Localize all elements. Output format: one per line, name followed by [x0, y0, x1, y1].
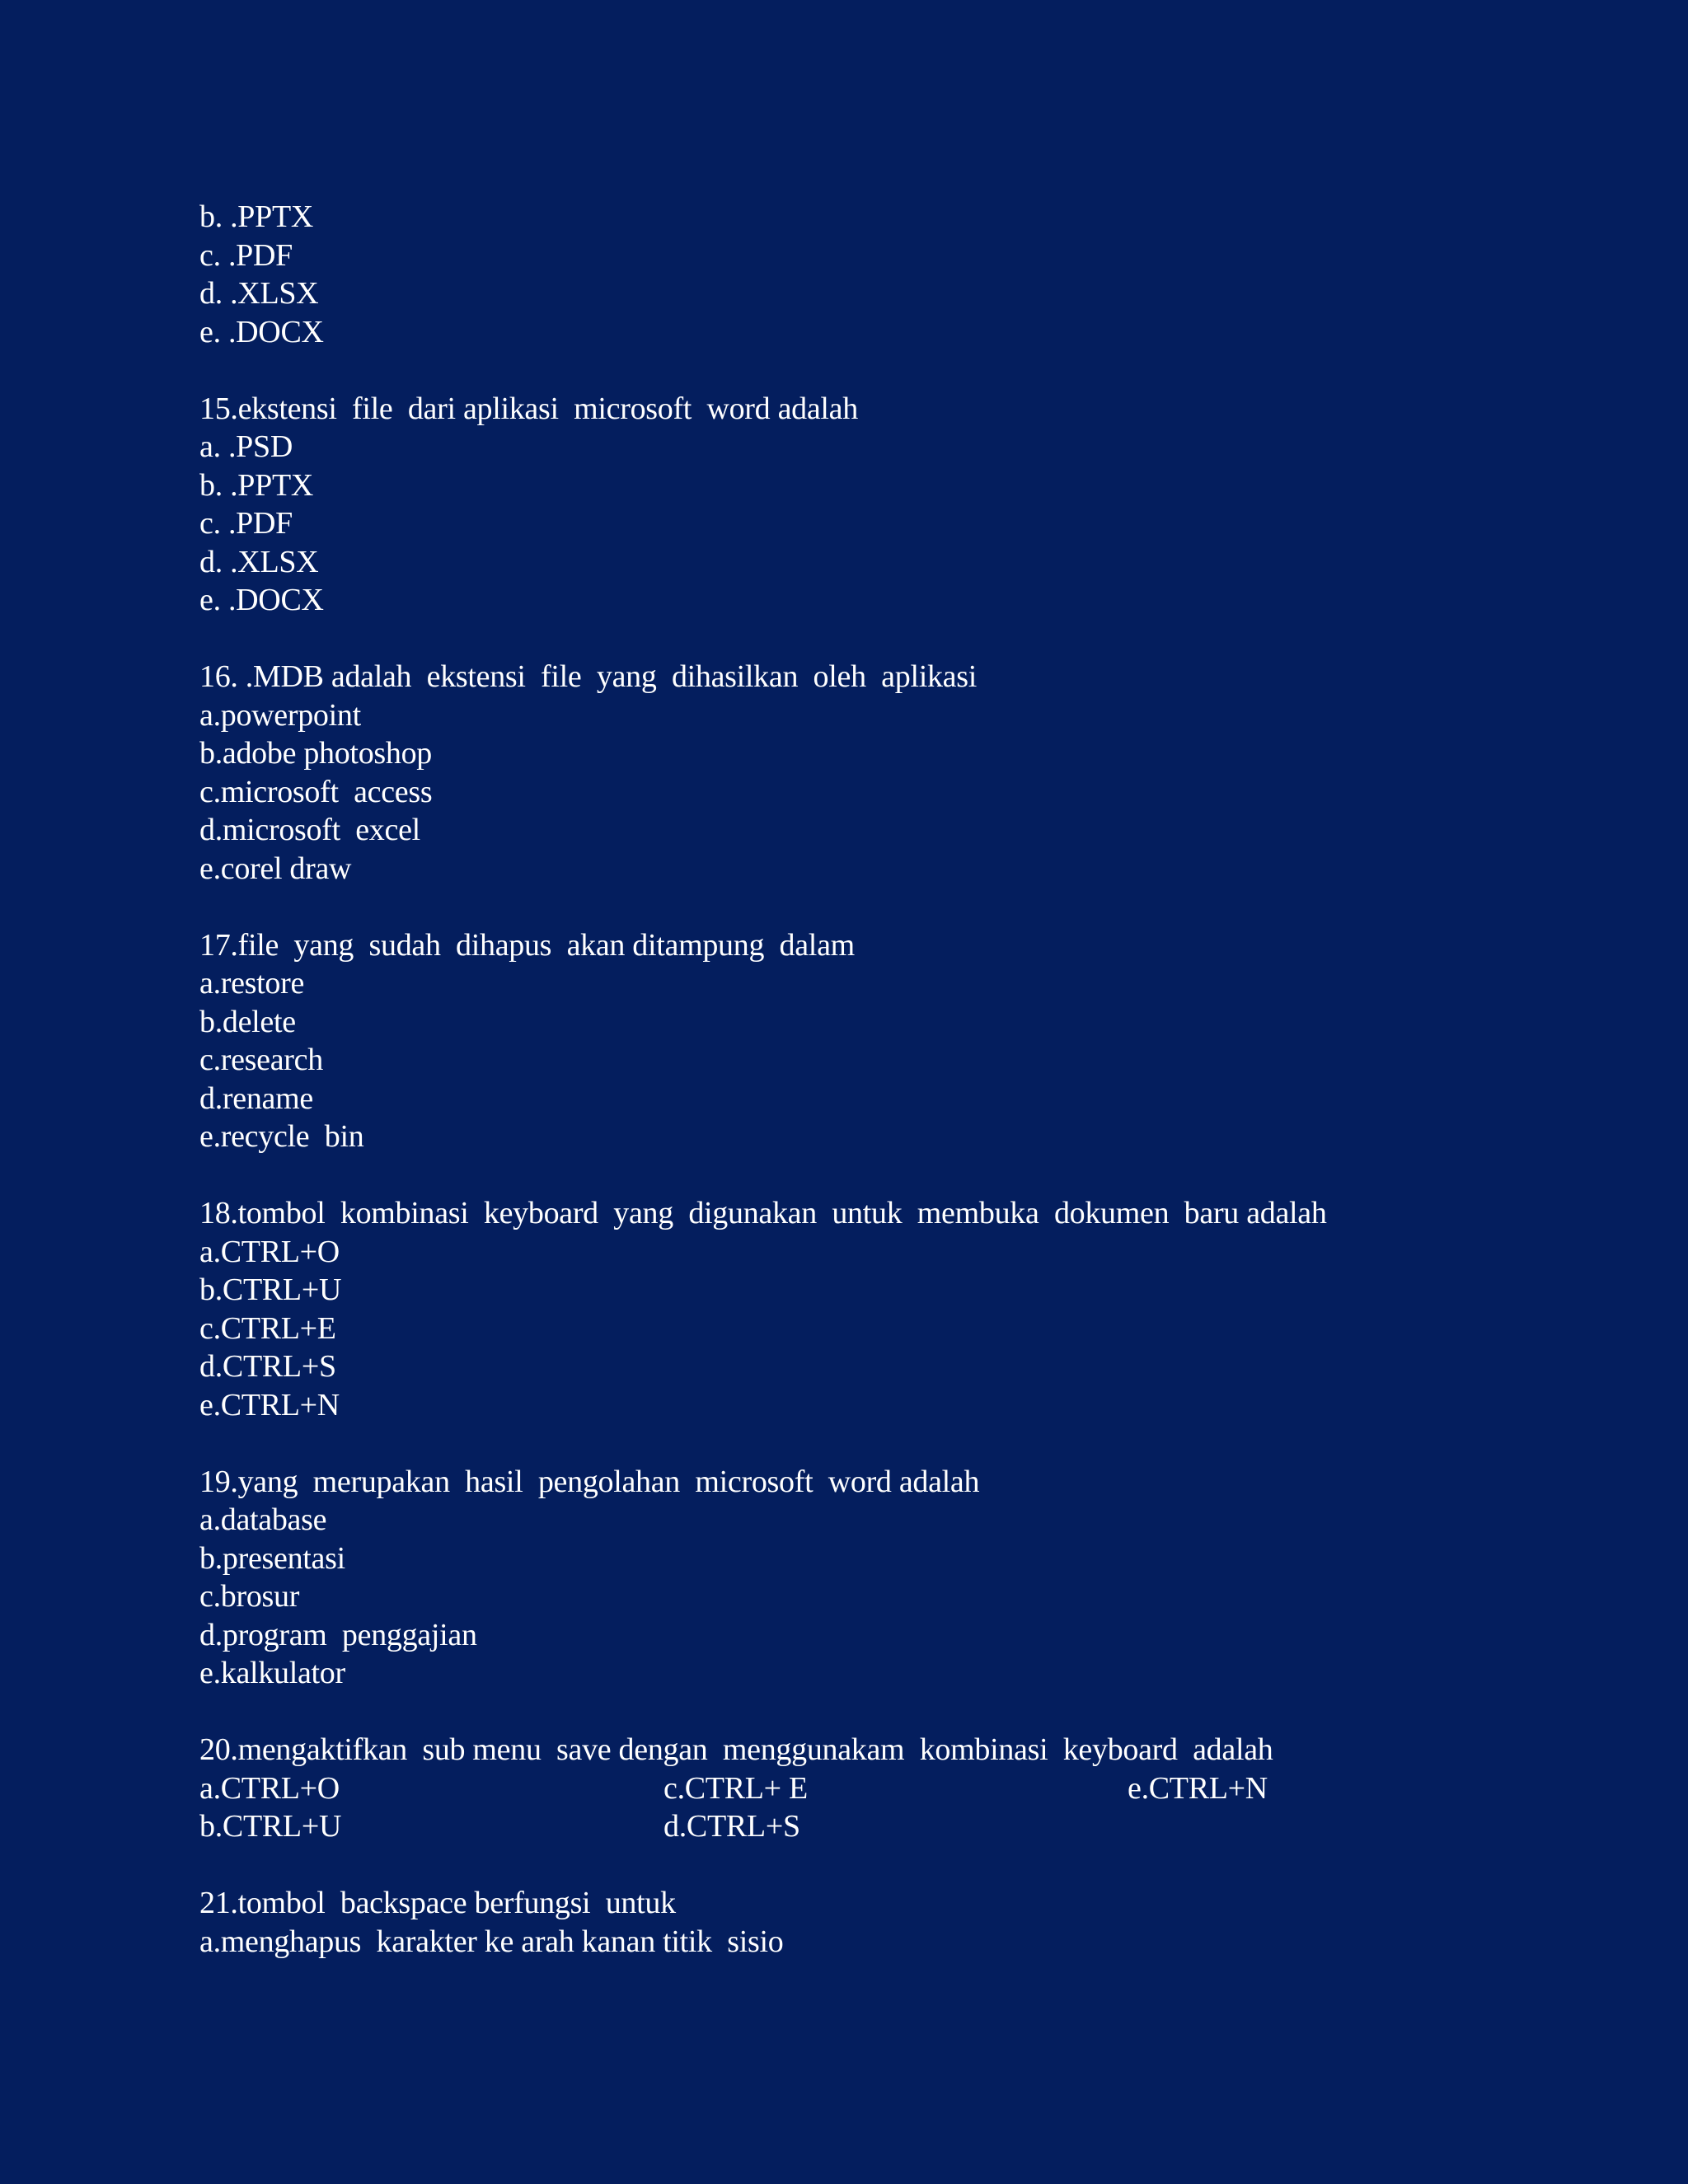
option-line: a.menghapus karakter ke arah kanan titik sisio: [199, 1924, 784, 1959]
question-text: 19.yang merupakan hasil pengolahan microsoft word adalah: [199, 1464, 980, 1499]
option-line: d.microsoft excel: [199, 813, 420, 847]
option-line: b.CTRL+U: [199, 1809, 342, 1844]
question-19: [199, 1463, 1617, 1693]
option-line: c.CTRL+ E: [663, 1770, 808, 1806]
question-17: [199, 926, 1617, 1156]
spacer: [199, 620, 1617, 658]
spacer: [199, 1156, 1617, 1195]
option-line: c.microsoft access: [199, 774, 433, 809]
option-line: d.CTRL+S: [199, 1349, 336, 1384]
option-line: e. .DOCX: [199, 314, 324, 349]
question-21: [199, 1884, 1617, 1961]
question-text: 18.tombol kombinasi keyboard yang digunakan untuk membuka dokumen baru adalah: [199, 1196, 1327, 1230]
option-line: b.presentasi: [199, 1540, 345, 1576]
option-line: a. .PSD: [199, 429, 293, 464]
question-16: [199, 658, 1617, 888]
option-line: d.rename: [199, 1080, 313, 1116]
option-line: b.adobe photoshop: [199, 736, 432, 771]
question-text: 17.file yang sudah dihapus akan ditampung dalam: [199, 927, 855, 963]
option-line: c.research: [199, 1043, 323, 1077]
option-line: e.recycle bin: [199, 1119, 364, 1154]
option-line: b.delete: [199, 1004, 296, 1039]
document-page: [199, 198, 1617, 1961]
question-18: [199, 1194, 1617, 1424]
option-line: a.CTRL+O: [199, 1234, 340, 1269]
option-line: d. .XLSX: [199, 544, 319, 579]
option-line: c. .PDF: [199, 237, 293, 273]
spacer: [199, 1693, 1617, 1732]
option-line: a.database: [199, 1502, 327, 1537]
option-line: d. .XLSX: [199, 276, 319, 311]
option-line: a.powerpoint: [199, 697, 361, 733]
option-line: b. .PPTX: [199, 467, 314, 503]
option-row: [199, 1769, 1617, 1808]
option-line: e.kalkulator: [199, 1656, 345, 1690]
option-line: c.CTRL+E: [199, 1310, 336, 1346]
option-line: a.restore: [199, 966, 305, 1001]
question-text: 16. .MDB adalah ekstensi file yang dihasilkan oleh aplikasi: [199, 659, 977, 694]
question-14-options: [199, 198, 1617, 351]
option-line: e.CTRL+N: [1128, 1770, 1268, 1806]
option-line: d.program penggajian: [199, 1617, 477, 1652]
option-line: b.CTRL+U: [199, 1272, 342, 1307]
spacer: [199, 351, 1617, 390]
option-line: c.brosur: [199, 1579, 300, 1614]
question-text: 15.ekstensi file dari aplikasi microsoft word adalah: [199, 391, 858, 426]
option-line: e.CTRL+N: [199, 1387, 340, 1422]
option-line: e. .DOCX: [199, 583, 324, 617]
question-15: [199, 390, 1617, 620]
option-line: a.CTRL+O: [199, 1770, 340, 1806]
option-row: [199, 1807, 1617, 1846]
question-text: 21.tombol backspace berfungsi untuk: [199, 1886, 676, 1920]
spacer: [199, 1424, 1617, 1463]
option-line: c. .PDF: [199, 506, 293, 541]
question-20: [199, 1731, 1617, 1846]
spacer: [199, 888, 1617, 926]
spacer: [199, 1846, 1617, 1885]
option-line: e.corel draw: [199, 851, 352, 886]
option-line: b. .PPTX: [199, 199, 314, 234]
question-text: 20.mengaktifkan sub menu save dengan menggunakam kombinasi keyboard adalah: [199, 1732, 1273, 1767]
option-line: d.CTRL+S: [663, 1809, 800, 1844]
